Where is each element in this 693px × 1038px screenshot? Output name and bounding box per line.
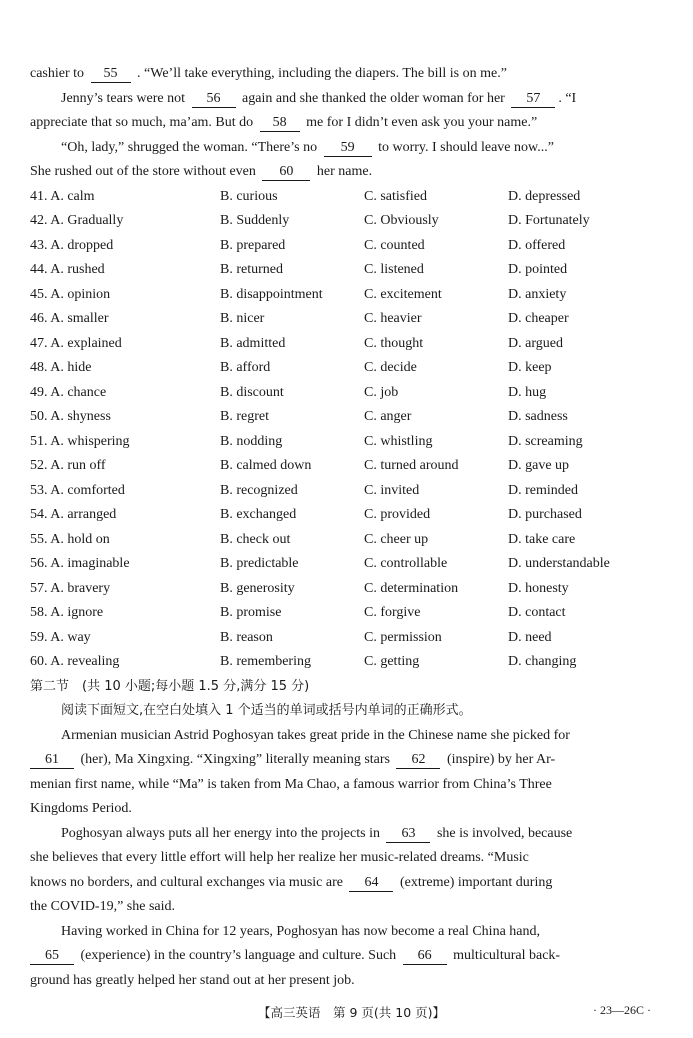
passage-line [30,136,658,161]
option-a: 48. A. hide [30,360,92,375]
option-c: C. listened [364,262,424,277]
option-a: 47. A. explained [30,335,122,351]
option-row [30,405,658,430]
option-c: C. forgive [364,605,421,620]
option-row [30,601,658,626]
option-c: C. whistling [364,433,433,449]
option-row [30,552,658,577]
option-d: D. screaming [508,433,583,449]
passage-line: she believes that every little effort will help her realize her music-related dreams. “Music [30,850,529,865]
option-row [30,185,658,210]
option-c: C. getting [364,654,420,669]
text: multicultural back- [453,948,561,963]
text: . “We’ll take everything, including the diapers. The bill is on me.” [137,66,507,81]
option-b: B. prepared [220,237,286,253]
option-b: B. reason [220,629,273,645]
blank-58: 58 [260,115,300,132]
option-a: 60. A. revealing [30,654,120,669]
option-c: C. Obviously [364,213,439,228]
option-a: 45. A. opinion [30,286,111,302]
option-c: C. thought [364,335,424,351]
option-d: D. anxiety [508,286,567,302]
section-heading: 第二节 (共 10 小题;每小题 1.5 分,满分 15 分) [30,678,310,694]
page-number: 【高三英语 第 9 页(共 10 页)】 [258,1005,446,1020]
option-b: B. generosity [220,580,295,596]
option-a: 52. A. run off [30,458,106,473]
passage-line: the COVID-19,” she said. [30,899,176,914]
option-b: B. calmed down [220,458,312,473]
option-b: B. admitted [220,335,286,351]
option-d: D. changing [508,654,577,669]
option-c: C. invited [364,482,420,498]
option-a: 42. A. Gradually [30,213,124,228]
text: to worry. I should leave now...” [378,139,554,155]
text: she is involved, because [436,825,573,841]
blank-59: 59 [324,140,372,157]
option-c: C. cheer up [364,531,429,547]
blank-56: 56 [192,91,236,108]
option-c: C. satisfied [364,188,427,204]
option-d: D. understandable [508,556,610,571]
option-b: B. Suddenly [220,213,290,228]
passage-line: menian first name, while “Ma” is taken from Ma Chao, a famous warrior from China’s Three [30,776,552,792]
option-c: C. heavier [364,311,422,326]
option-row [30,650,658,675]
option-a: 43. A. dropped [30,237,114,253]
option-row [30,577,658,602]
option-b: B. predictable [220,556,299,571]
option-b: B. recognized [220,482,298,498]
option-row [30,528,658,553]
option-row [30,381,658,406]
option-b: B. regret [220,409,269,424]
option-a: 49. A. chance [30,384,107,400]
text: “Oh, lady,” shrugged the woman. “There’s no [61,139,318,155]
blank-57: 57 [511,91,555,108]
option-d: D. hug [508,384,547,400]
passage-line [30,111,658,136]
page-footer [0,1003,693,1023]
option-row [30,430,658,455]
option-a: 41. A. calm [30,188,95,204]
text: Poghosyan always puts all her energy into the projects in [61,825,380,841]
option-row [30,307,658,332]
blank-60: 60 [262,164,310,181]
option-d: D. honesty [508,580,569,596]
option-b: B. curious [220,188,278,204]
option-c: C. controllable [364,556,448,571]
option-row [30,626,658,651]
option-d: D. sadness [508,409,568,424]
option-b: B. nicer [220,311,265,326]
text: (experience) in the country’s language and culture. Such [80,948,397,963]
blank-63: 63 [386,826,430,843]
text: me for I didn’t even ask you your name.” [306,115,538,130]
passage-line [30,944,658,969]
option-row [30,332,658,357]
option-row [30,209,658,234]
paper-code: · 23—26C · [593,1003,651,1017]
option-row [30,283,658,308]
option-d: D. pointed [508,262,568,277]
option-a: 46. A. smaller [30,311,109,326]
option-c: C. determination [364,580,459,596]
option-row [30,234,658,259]
option-row [30,356,658,381]
option-c: C. counted [364,237,425,253]
passage-line: ground has greatly helped her stand out at her present job. [30,972,355,988]
option-c: C. turned around [364,458,459,473]
option-b: B. disappointment [220,286,323,302]
option-a: 53. A. comforted [30,482,125,498]
option-a: 50. A. shyness [30,409,111,424]
passage-line [30,871,658,896]
option-b: B. exchanged [220,507,297,522]
blank-55: 55 [91,66,131,83]
option-c: C. permission [364,629,442,645]
text: knows no borders, and cultural exchanges via music are [30,874,343,890]
option-d: D. contact [508,605,566,620]
text: . “I [558,90,577,106]
option-b: B. discount [220,384,284,400]
text: cashier to [30,66,85,81]
passage-line: Kingdoms Period. [30,801,132,816]
option-d: D. depressed [508,188,581,204]
option-b: B. remembering [220,654,311,669]
option-d: D. argued [508,335,563,351]
option-d: D. offered [508,237,566,253]
option-a: 54. A. arranged [30,507,117,522]
text: (extreme) important during [399,874,553,890]
option-d: D. gave up [508,458,570,473]
option-d: D. need [508,629,552,645]
option-b: B. returned [220,262,283,277]
passage-line [30,62,658,87]
option-c: C. decide [364,360,417,375]
text: She rushed out of the store without even [30,164,256,179]
option-c: C. provided [364,507,431,522]
passage-line [30,748,658,773]
option-a: 55. A. hold on [30,531,110,547]
option-c: C. job [364,384,399,400]
passage-line: Having worked in China for 12 years, Poghosyan has now become a real China hand, [61,923,540,939]
option-a: 56. A. imaginable [30,556,130,571]
option-a: 51. A. whispering [30,433,130,449]
option-d: D. keep [508,360,552,375]
text: appreciate that so much, ma’am. But do [30,115,254,130]
option-b: B. check out [220,531,291,547]
text: again and she thanked the older woman for her [242,90,505,106]
option-b: B. nodding [220,433,283,449]
passage-line: Armenian musician Astrid Poghosyan takes great pride in the Chinese name she picked for [61,727,570,743]
blank-61: 61 [30,752,74,769]
passage-line [30,160,658,185]
option-d: D. take care [508,531,576,547]
text: (inspire) by her Ar- [446,752,556,767]
section-instruction: 阅读下面短文,在空白处填入 1 个适当的单词或括号内单词的正确形式。 [61,703,472,718]
exam-page [30,62,658,993]
text: Jenny’s tears were not [61,90,186,106]
option-b: B. afford [220,360,271,375]
option-c: C. excitement [364,286,442,302]
passage-line [30,87,658,112]
option-c: C. anger [364,409,412,424]
option-d: D. reminded [508,482,578,498]
option-a: 59. A. way [30,629,91,645]
option-d: D. cheaper [508,311,569,326]
text: (her), Ma Xingxing. “Xingxing” literally meaning stars [80,752,390,767]
option-a: 57. A. bravery [30,580,111,596]
blank-62: 62 [396,752,440,769]
blank-64: 64 [349,875,393,892]
option-d: D. Fortunately [508,213,590,228]
text: her name. [316,164,373,179]
options-list [30,185,658,675]
option-d: D. purchased [508,507,582,522]
option-a: 58. A. ignore [30,605,104,620]
option-a: 44. A. rushed [30,262,105,277]
blank-66: 66 [403,948,447,965]
option-row [30,503,658,528]
option-row [30,454,658,479]
blank-65: 65 [30,948,74,965]
option-b: B. promise [220,605,282,620]
passage-line [30,822,658,847]
option-row [30,258,658,283]
option-row [30,479,658,504]
